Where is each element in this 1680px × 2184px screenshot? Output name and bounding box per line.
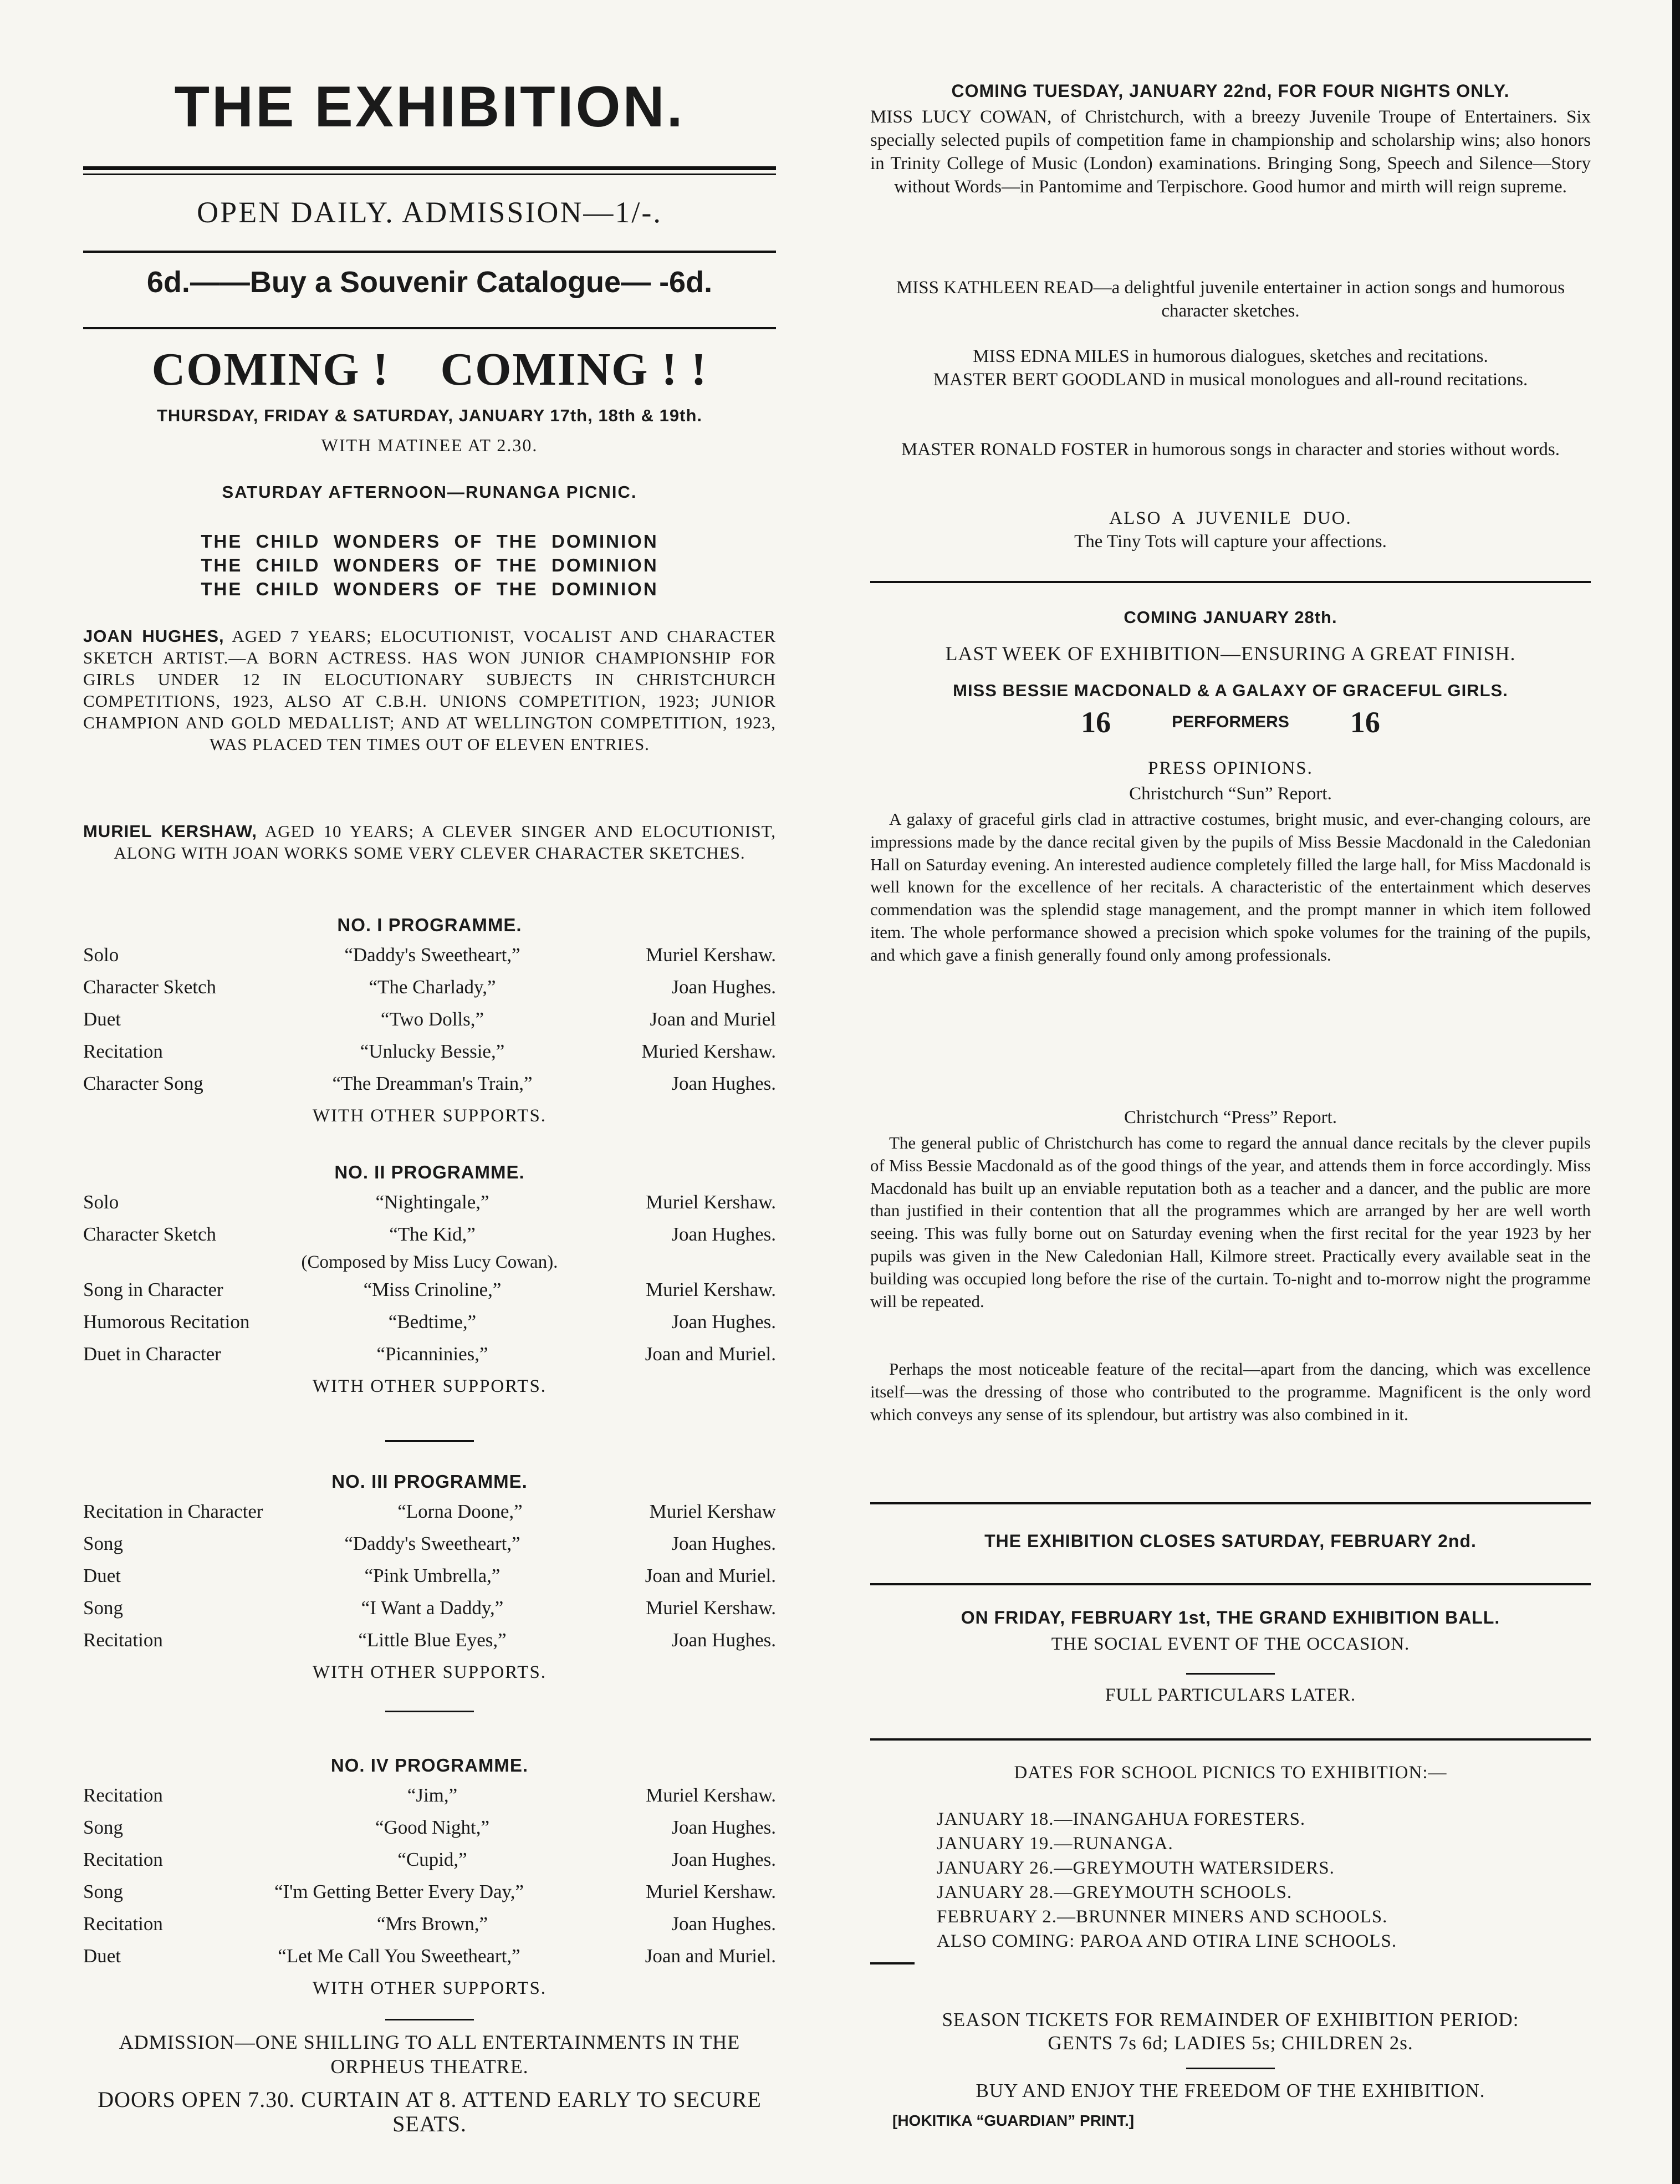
supports: WITH OTHER SUPPORTS. [312,1978,547,1998]
performer-count: 16 [1350,706,1380,739]
muriel-bio [83,820,776,864]
divider [385,1711,474,1712]
programme-item: Recitation in Character “Lorna Doone,” Muriel Kershaw [83,1501,776,1522]
bessie-heading: MISS BESSIE MACDONALD & A GALAXY OF GRACEFUL GIRLS. [953,681,1508,700]
supports: WITH OTHER SUPPORTS. [312,1662,547,1682]
child-wonders [83,529,776,601]
wonders-line: THE CHILD WONDERS OF THE DOMINION [201,555,658,575]
divider [1186,2068,1275,2069]
picnic-dates [937,1807,1546,1953]
divider [385,1440,474,1442]
right-column [870,0,1591,2184]
programme-item: Solo “Nightingale,” Muriel Kershaw. [83,1191,776,1213]
bert-text: MASTER BERT GOODLAND in musical monologues and all-round recitations. [933,370,1528,390]
press-report-text: The general public of Christchurch has come to regard the annual dance recitals by the clever pupils of Miss Bessie Macdonald as of the good things of the year, and attends them in force accordingly. Miss Macdonald has built up an enviable reputation both as a teacher and a dancer, and the public are more than justified in their contention that all the programmes which are arranged by her are well worth seeing. This was fully borne out on Saturday evening when the first recital for the year 1923 by her pupils was given in the New Caledonian Hall, Kilmore street. Practically every available seat in the building was occupied long before the rise of the curtain. To-night and to-morrow night the programme will be repeated. [870,1133,1591,1311]
coming-heading: COMING ! COMING ! ! [151,344,708,395]
programme-2 [83,1159,776,1402]
matinee: WITH MATINEE AT 2.30. [321,435,538,455]
sun-report-text: A galaxy of graceful girls clad in attractive costumes, bright music, and ever-changing colours, are impressions made by the dance recital given by the pupils of Miss Bessie Macdonald in the Caledonian Hall on Saturday evening. An interested audience completely filled the large hall, for Miss Macdonald is well known for the excellence of her recitals. A characteristic of the entertainment which deserves commendation was the splendid stage management, and the prompt manner in which item followed item. The whole performance showed a precision which spoke volumes for the training of the pupils, and which gave a finish generally found only among professionals. [870,809,1591,965]
muriel-text: AGED 10 YEARS; A CLEVER SINGER AND ELOCUTIONIST, ALONG WITH JOAN WORKS SOME VERY CLEVER CHARACTER SKETCHES. [114,821,776,863]
programme-item: Recitation “Unlucky Bessie,” Muried Kershaw. [83,1040,776,1062]
doors-note: DOORS OPEN 7.30. CURTAIN AT 8. ATTEND EARLY TO SECURE SEATS. [98,2087,762,2136]
programme-item: Song “I Want a Daddy,” Muriel Kershaw. [83,1597,776,1619]
programme-heading: NO. II PROGRAMME. [334,1162,525,1182]
coming-tuesday: COMING TUESDAY, JANUARY 22nd, FOR FOUR NIGHTS ONLY. [951,81,1510,101]
programme-3 [83,1468,776,1688]
wonders-line: THE CHILD WONDERS OF THE DOMINION [201,531,658,552]
divider [1186,1673,1275,1675]
performer-count: 16 [1081,706,1111,739]
coming-dates: THURSDAY, FRIDAY & SATURDAY, JANUARY 17th, 18th & 19th. [156,406,703,425]
press-opinions: PRESS OPINIONS. [1148,758,1313,778]
programme-item: Song “Daddy's Sweetheart,” Joan Hughes. [83,1533,776,1554]
performers-label: PERFORMERS [1172,713,1289,731]
programme-item: Duet in Character “Picanninies,” Joan and Muriel. [83,1343,776,1365]
picnic-date: JANUARY 28.—GREYMOUTH SCHOOLS. [937,1882,1293,1902]
programme-item: Recitation “Little Blue Eyes,” Joan Hughes. [83,1629,776,1651]
last-week: LAST WEEK OF EXHIBITION—ENSURING A GREAT FINISH. [945,642,1516,665]
left-column [83,0,776,2184]
freedom-line: BUY AND ENJOY THE FREEDOM OF THE EXHIBITION. [976,2080,1485,2101]
juvenile-duo: ALSO A JUVENILE DUO. [1109,508,1352,528]
tiny-tots: The Tiny Tots will capture your affections. [1074,532,1387,552]
programme-item: Character Song “The Dreamman's Train,” Joan Hughes. [83,1073,776,1094]
picnic-date: JANUARY 18.—INANGAHUA FORESTERS. [937,1809,1306,1829]
dates-title: DATES FOR SCHOOL PICNICS TO EXHIBITION:— [1014,1763,1447,1783]
picnic-date: JANUARY 26.—GREYMOUTH WATERSIDERS. [937,1858,1335,1878]
printer-imprint: [HOKITIKA “GUARDIAN” PRINT.] [892,2112,1135,2129]
open-daily: OPEN DAILY. ADMISSION—1/-. [197,196,662,229]
season-tickets: SEASON TICKETS FOR REMAINDER OF EXHIBITION PERIOD: [942,2009,1519,2030]
programme-heading: NO. III PROGRAMME. [331,1471,528,1492]
joan-text: AGED 7 YEARS; ELOCUTIONIST, VOCALIST AND CHARACTER SKETCH ARTIST.—A BORN ACTRESS. HAS WON JUNIOR CHAMPIONSHIP FOR GIRLS UNDER 12 IN ELOCUTIONARY SUBJECTS IN CHRISTCHURCH COMPETITIONS, 1923, ALSO AT C.B.H. UNIONS COMPETITION, 1923; JUNIOR CHAMPION AND GOLD MEDALLIST; AND AT WELLINGTON COMPETITION, 1923, WAS PLACED TEN TIMES OUT OF ELEVEN ENTRIES. [83,626,776,754]
programme-item: Recitation “Mrs Brown,” Joan Hughes. [83,1913,776,1935]
divider [870,1738,1591,1741]
programme-item: Character Sketch “The Kid,” Joan Hughes. [83,1223,776,1245]
programme-heading: NO. IV PROGRAMME. [330,1755,529,1775]
picnic-date: ALSO COMING: PAROA AND OTIRA LINE SCHOOLS. [937,1931,1397,1951]
sun-report-title: Christchurch “Sun” Report. [1129,784,1332,804]
performers-line [870,705,1591,739]
supports: WITH OTHER SUPPORTS. [312,1106,547,1126]
divider [870,1583,1591,1585]
edna-text: MISS EDNA MILES in humorous dialogues, sketches and recitations. [973,346,1488,366]
grand-ball: ON FRIDAY, FEBRUARY 1st, THE GRAND EXHIBITION BALL. [961,1608,1500,1627]
programme-4 [83,1752,776,2004]
page-title: THE EXHIBITION. [174,75,685,139]
divider [83,166,776,175]
exhibition-closes: THE EXHIBITION CLOSES SATURDAY, FEBRUARY 2nd. [984,1531,1477,1551]
press-report-text: Perhaps the most noticeable feature of the recital—apart from the dancing, which was excellence itself—was the dressing of those who contributed to the programme. Magnificent is the only word which conveys any sense of its splendour, but artistry was also combined in it. [870,1359,1591,1424]
supports: WITH OTHER SUPPORTS. [312,1376,547,1396]
scan-edge [1672,0,1680,2184]
programme-item: Recitation “Jim,” Muriel Kershaw. [83,1784,776,1806]
programme-item: Duet “Let Me Call You Sweetheart,” Joan and Muriel. [83,1945,776,1967]
full-particulars: FULL PARTICULARS LATER. [1105,1685,1356,1705]
runanga-picnic: SATURDAY AFTERNOON—RUNANGA PICNIC. [222,482,637,502]
programme-item: Humorous Recitation “Bedtime,” Joan Hughes. [83,1311,776,1333]
programme-item: Song “I'm Getting Better Every Day,” Muriel Kershaw. [83,1881,776,1902]
picnic-date: JANUARY 19.—RUNANGA. [937,1834,1173,1854]
wonders-line: THE CHILD WONDERS OF THE DOMINION [201,579,658,599]
programme-item: Song “Good Night,” Joan Hughes. [83,1816,776,1838]
programme-item: Character Sketch “The Charlady,” Joan Hughes. [83,976,776,998]
pointer-mark [870,1962,915,1964]
ronald-text: MASTER RONALD FOSTER in humorous songs in character and stories without words. [901,440,1560,460]
coming-28: COMING JANUARY 28th. [1124,608,1337,627]
press-report-title: Christchurch “Press” Report. [1124,1108,1337,1127]
season-prices: GENTS 7s 6d; LADIES 5s; CHILDREN 2s. [1048,2032,1413,2054]
joan-name: JOAN HUGHES, [83,626,224,646]
programme-item: Recitation “Cupid,” Joan Hughes. [83,1849,776,1870]
souvenir-line: 6d.——Buy a Souvenir Catalogue— -6d. [146,266,713,299]
divider [83,327,776,329]
picnic-date: FEBRUARY 2.—BRUNNER MINERS AND SCHOOLS. [937,1907,1388,1927]
programme-item: Duet “Two Dolls,” Joan and Muriel [83,1008,776,1030]
divider [870,1502,1591,1504]
divider [385,2019,474,2020]
admission-note: ADMISSION—ONE SHILLING TO ALL ENTERTAINMENTS IN THE ORPHEUS THEATRE. [119,2031,741,2078]
programme-1 [83,911,776,1132]
programme-heading: NO. I PROGRAMME. [337,915,522,935]
divider [83,251,776,253]
lucy-cowan-text: MISS LUCY COWAN, of Christchurch, with a breezy Juvenile Troupe of Entertainers. Six specially selected pupils of competition fame in championship and scholarship wins; also honors in Trinity College of Music (London) examinations. Bringing Song, Speech and Silence—Story without Words—in Pantomime and Terpischore. Good humor and mirth will reign supreme. [870,107,1591,197]
programme-note: (Composed by Miss Lucy Cowan). [301,1252,558,1272]
social-event: THE SOCIAL EVENT OF THE OCCASION. [1051,1634,1410,1654]
programme-item: Song in Character “Miss Crinoline,” Muriel Kershaw. [83,1279,776,1300]
kathleen-text: MISS KATHLEEN READ—a delightful juvenile entertainer in action songs and humorous character sketches. [896,278,1565,321]
muriel-name: MURIEL KERSHAW, [83,821,258,841]
joan-bio [83,625,776,755]
divider [870,581,1591,583]
programme-item: Solo “Daddy's Sweetheart,” Muriel Kershaw. [83,944,776,966]
programme-item: Duet “Pink Umbrella,” Joan and Muriel. [83,1565,776,1586]
